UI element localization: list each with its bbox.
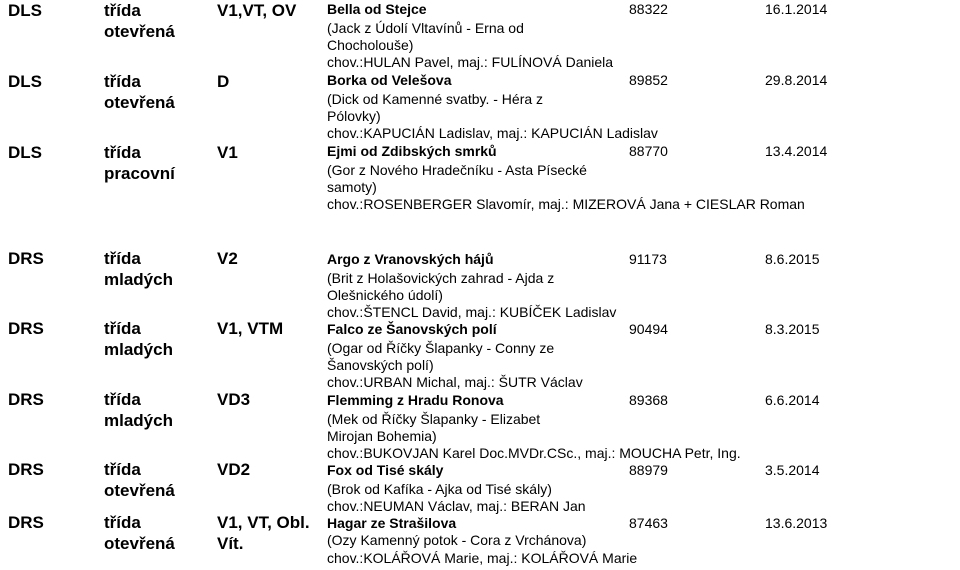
- class-word: třída: [104, 319, 141, 338]
- birth-date: 8.3.2015: [765, 321, 820, 337]
- award-titles: V1,VT, OV: [217, 1, 297, 20]
- breed-code: DRS: [8, 460, 44, 479]
- breed-code: DRS: [8, 513, 44, 532]
- class-word: třída: [104, 143, 141, 162]
- registration-number: 88979: [629, 462, 668, 478]
- class-label: [104, 71, 204, 113]
- award-titles: D: [217, 72, 230, 91]
- breeder-owner: chov.:ROSENBERGER Slavomír, maj.: MIZEROVÁ Jana + CIESLAR Roman: [327, 196, 805, 212]
- parents: (Ozy Kamenný potok - Cora z Vrchánova): [327, 532, 587, 548]
- breed-code: DLS: [8, 1, 42, 20]
- class-type: pracovní: [104, 164, 175, 183]
- parents: (Mek od Říčky Šlapanky - Elizabet Mirojan Bohemia): [327, 411, 541, 444]
- class-label: [104, 0, 204, 42]
- breed-code: DLS: [8, 72, 42, 91]
- parents: (Ogar od Říčky Šlapanky - Conny ze Šanovských polí): [327, 340, 555, 373]
- registration-number: 89368: [629, 392, 668, 408]
- award-titles: V1: [217, 143, 238, 162]
- breeder-owner: chov.:KAPUCIÁN Ladislav, maj.: KAPUCIÁN Ladislav: [327, 125, 658, 141]
- parents: (Brit z Holašovických zahrad - Ajda z Olešnického údolí): [327, 270, 555, 303]
- dog-name: Borka od Velešova: [327, 72, 452, 88]
- registration-number: 87463: [629, 515, 668, 531]
- parents: (Dick od Kamenné svatby. - Héra z Pólovky): [327, 91, 544, 124]
- class-type: mladých: [104, 340, 173, 359]
- class-word: třída: [104, 390, 141, 409]
- class-word: třída: [104, 249, 141, 268]
- class-label: [104, 512, 204, 554]
- class-label: [104, 459, 204, 501]
- dog-name: Flemming z Hradu Ronova: [327, 392, 504, 408]
- registration-number: 90494: [629, 321, 668, 337]
- birth-date: 16.1.2014: [765, 1, 828, 17]
- registration-number: 88322: [629, 1, 668, 17]
- award-titles: VD3: [217, 390, 251, 409]
- breed-code: DRS: [8, 319, 44, 338]
- breeder-owner: chov.:BUKOVJAN Karel Doc.MVDr.CSc., maj.: MOUCHA Petr, Ing.: [327, 445, 741, 461]
- class-word: třída: [104, 513, 141, 532]
- class-type: otevřená: [104, 534, 175, 553]
- parents: (Brok od Kafíka - Ajka od Tisé skály): [327, 481, 552, 497]
- birth-date: 6.6.2014: [765, 392, 820, 408]
- class-label: [104, 142, 204, 184]
- dog-name: Argo z Vranovských hájů: [327, 251, 494, 267]
- registration-number: 89852: [629, 72, 668, 88]
- breeder-owner: chov.:ŠTENCL David, maj.: KUBÍČEK Ladislav: [327, 304, 617, 320]
- breed-code: DRS: [8, 249, 44, 268]
- class-label: [104, 248, 204, 290]
- parents: (Gor z Nového Hradečníku - Asta Písecké samoty): [327, 162, 587, 195]
- class-label: [104, 318, 204, 360]
- dog-name: Hagar ze Strašilova: [327, 515, 457, 531]
- dog-name: Bella od Stejce: [327, 1, 427, 17]
- breeder-owner: chov.:NEUMAN Václav, maj.: BERAN Jan: [327, 498, 586, 514]
- class-type: otevřená: [104, 93, 175, 112]
- award-titles: V1, VT, Obl. Vít.: [217, 513, 310, 553]
- class-type: mladých: [104, 270, 173, 289]
- birth-date: 13.4.2014: [765, 143, 828, 159]
- class-label: [104, 389, 204, 431]
- breeder-owner: chov.:KOLÁŘOVÁ Marie, maj.: KOLÁŘOVÁ Marie: [327, 550, 638, 566]
- class-type: mladých: [104, 411, 173, 430]
- dog-name: Falco ze Šanovských polí: [327, 321, 497, 337]
- class-type: otevřená: [104, 481, 175, 500]
- birth-date: 29.8.2014: [765, 72, 828, 88]
- award-titles: V1, VTM: [217, 319, 284, 338]
- breeder-owner: chov.:HULAN Pavel, maj.: FULÍNOVÁ Daniela: [327, 54, 614, 70]
- dog-name: Fox od Tisé skály: [327, 462, 444, 478]
- class-type: otevřená: [104, 22, 175, 41]
- dog-name: Ejmi od Zdibských smrků: [327, 143, 497, 159]
- registration-number: 91173: [629, 251, 667, 267]
- class-word: třída: [104, 460, 141, 479]
- registration-number: 88770: [629, 143, 668, 159]
- breed-code: DRS: [8, 390, 44, 409]
- breed-code: DLS: [8, 143, 42, 162]
- parents: (Jack z Údolí Vltavínů - Erna od Chocholouše): [327, 20, 524, 53]
- birth-date: 8.6.2015: [765, 251, 820, 267]
- award-titles: V2: [217, 249, 238, 268]
- class-word: třída: [104, 1, 141, 20]
- award-titles: VD2: [217, 460, 251, 479]
- breeder-owner: chov.:URBAN Michal, maj.: ŠUTR Václav: [327, 374, 583, 390]
- birth-date: 3.5.2014: [765, 462, 820, 478]
- class-word: třída: [104, 72, 141, 91]
- birth-date: 13.6.2013: [765, 515, 828, 531]
